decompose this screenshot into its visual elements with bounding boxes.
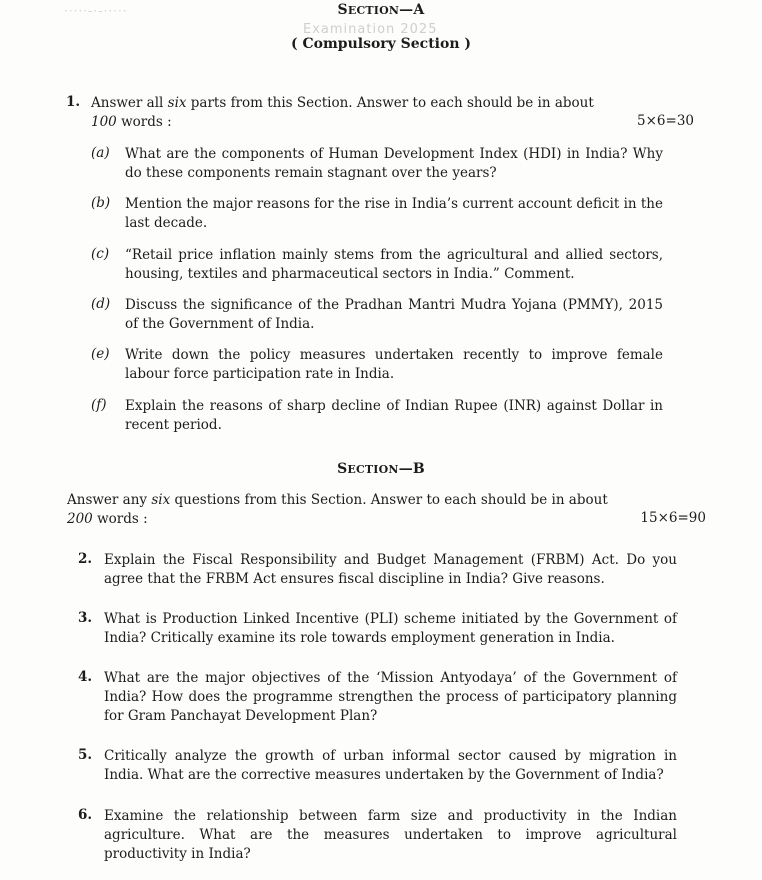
- faint-watermark-text: Examination 2025: [303, 22, 438, 37]
- section-b-heading: SECTION—B: [337, 461, 425, 477]
- part-a-text: What are the components of Human Development Index (HDI) in India? Why do these components remain stagnant over the years?: [125, 146, 663, 181]
- part-f-text: Explain the reasons of sharp decline of Indian Rupee (INR) against Dollar in recent period.: [125, 398, 663, 433]
- faint-header-text: ·····-·-·····: [64, 4, 128, 18]
- part-f-label: (f): [91, 397, 107, 413]
- part-b-text: Mention the major reasons for the rise in India’s current account deficit in the last decade.: [125, 196, 663, 231]
- part-d-label: (d): [91, 296, 111, 312]
- question-4-text: What are the major objectives of the ‘Mission Antyodaya’ of the Government of India? How does the programme strengthen the process of participatory planning for Gram Panchayat Development Plan?: [104, 670, 677, 724]
- question-5-number: 5.: [78, 747, 93, 763]
- compulsory-section-subtitle: ( Compulsory Section ): [290, 36, 472, 52]
- question-4-number: 4.: [78, 669, 93, 685]
- question-3-number: 3.: [78, 610, 93, 626]
- section-b-word-limit: 200 words :: [67, 511, 148, 527]
- question-2-text: Explain the Fiscal Responsibility and Budget Management (FRBM) Act. Do you agree that the FRBM Act ensures fiscal discipline in India? Give reasons.: [104, 552, 677, 587]
- question-1-marks: 5×6=30: [637, 113, 694, 129]
- part-d-text: Discuss the significance of the Pradhan Mantri Mudra Yojana (PMMY), 2015 of the Government of India.: [125, 297, 663, 332]
- part-e-text: Write down the policy measures undertaken recently to improve female labour force participation rate in India.: [125, 347, 663, 382]
- part-c-text: “Retail price inflation mainly stems from the agricultural and allied sectors, housing, textiles and pharmaceutical sectors in India.” Comment.: [125, 247, 663, 282]
- question-2-number: 2.: [78, 551, 93, 567]
- question-3-text: What is Production Linked Incentive (PLI) scheme initiated by the Government of India? Critically examine its role towards employment generation in India.: [104, 611, 677, 646]
- section-b-instruction: Answer any six questions from this Section. Answer to each should be in about: [67, 492, 608, 508]
- part-e-label: (e): [91, 346, 110, 362]
- part-a-label: (a): [91, 145, 110, 161]
- part-c-label: (c): [91, 246, 110, 262]
- question-1-number: 1.: [66, 94, 81, 110]
- question-5-text: Critically analyze the growth of urban informal sector caused by migration in India. What are the corrective measures undertaken by the Government of India?: [104, 748, 677, 783]
- part-b-label: (b): [91, 195, 111, 211]
- question-6-text: Examine the relationship between farm size and productivity in the Indian agriculture. What are the measures undertaken to improve agricultural productivity in India?: [104, 808, 677, 862]
- section-b-marks: 15×6=90: [640, 510, 706, 526]
- question-1-word-limit: 100 words :: [91, 114, 172, 130]
- question-6-number: 6.: [78, 807, 93, 823]
- question-1-instruction: Answer all six parts from this Section. Answer to each should be in about: [91, 95, 594, 111]
- section-a-heading: SECTION—A: [337, 2, 425, 18]
